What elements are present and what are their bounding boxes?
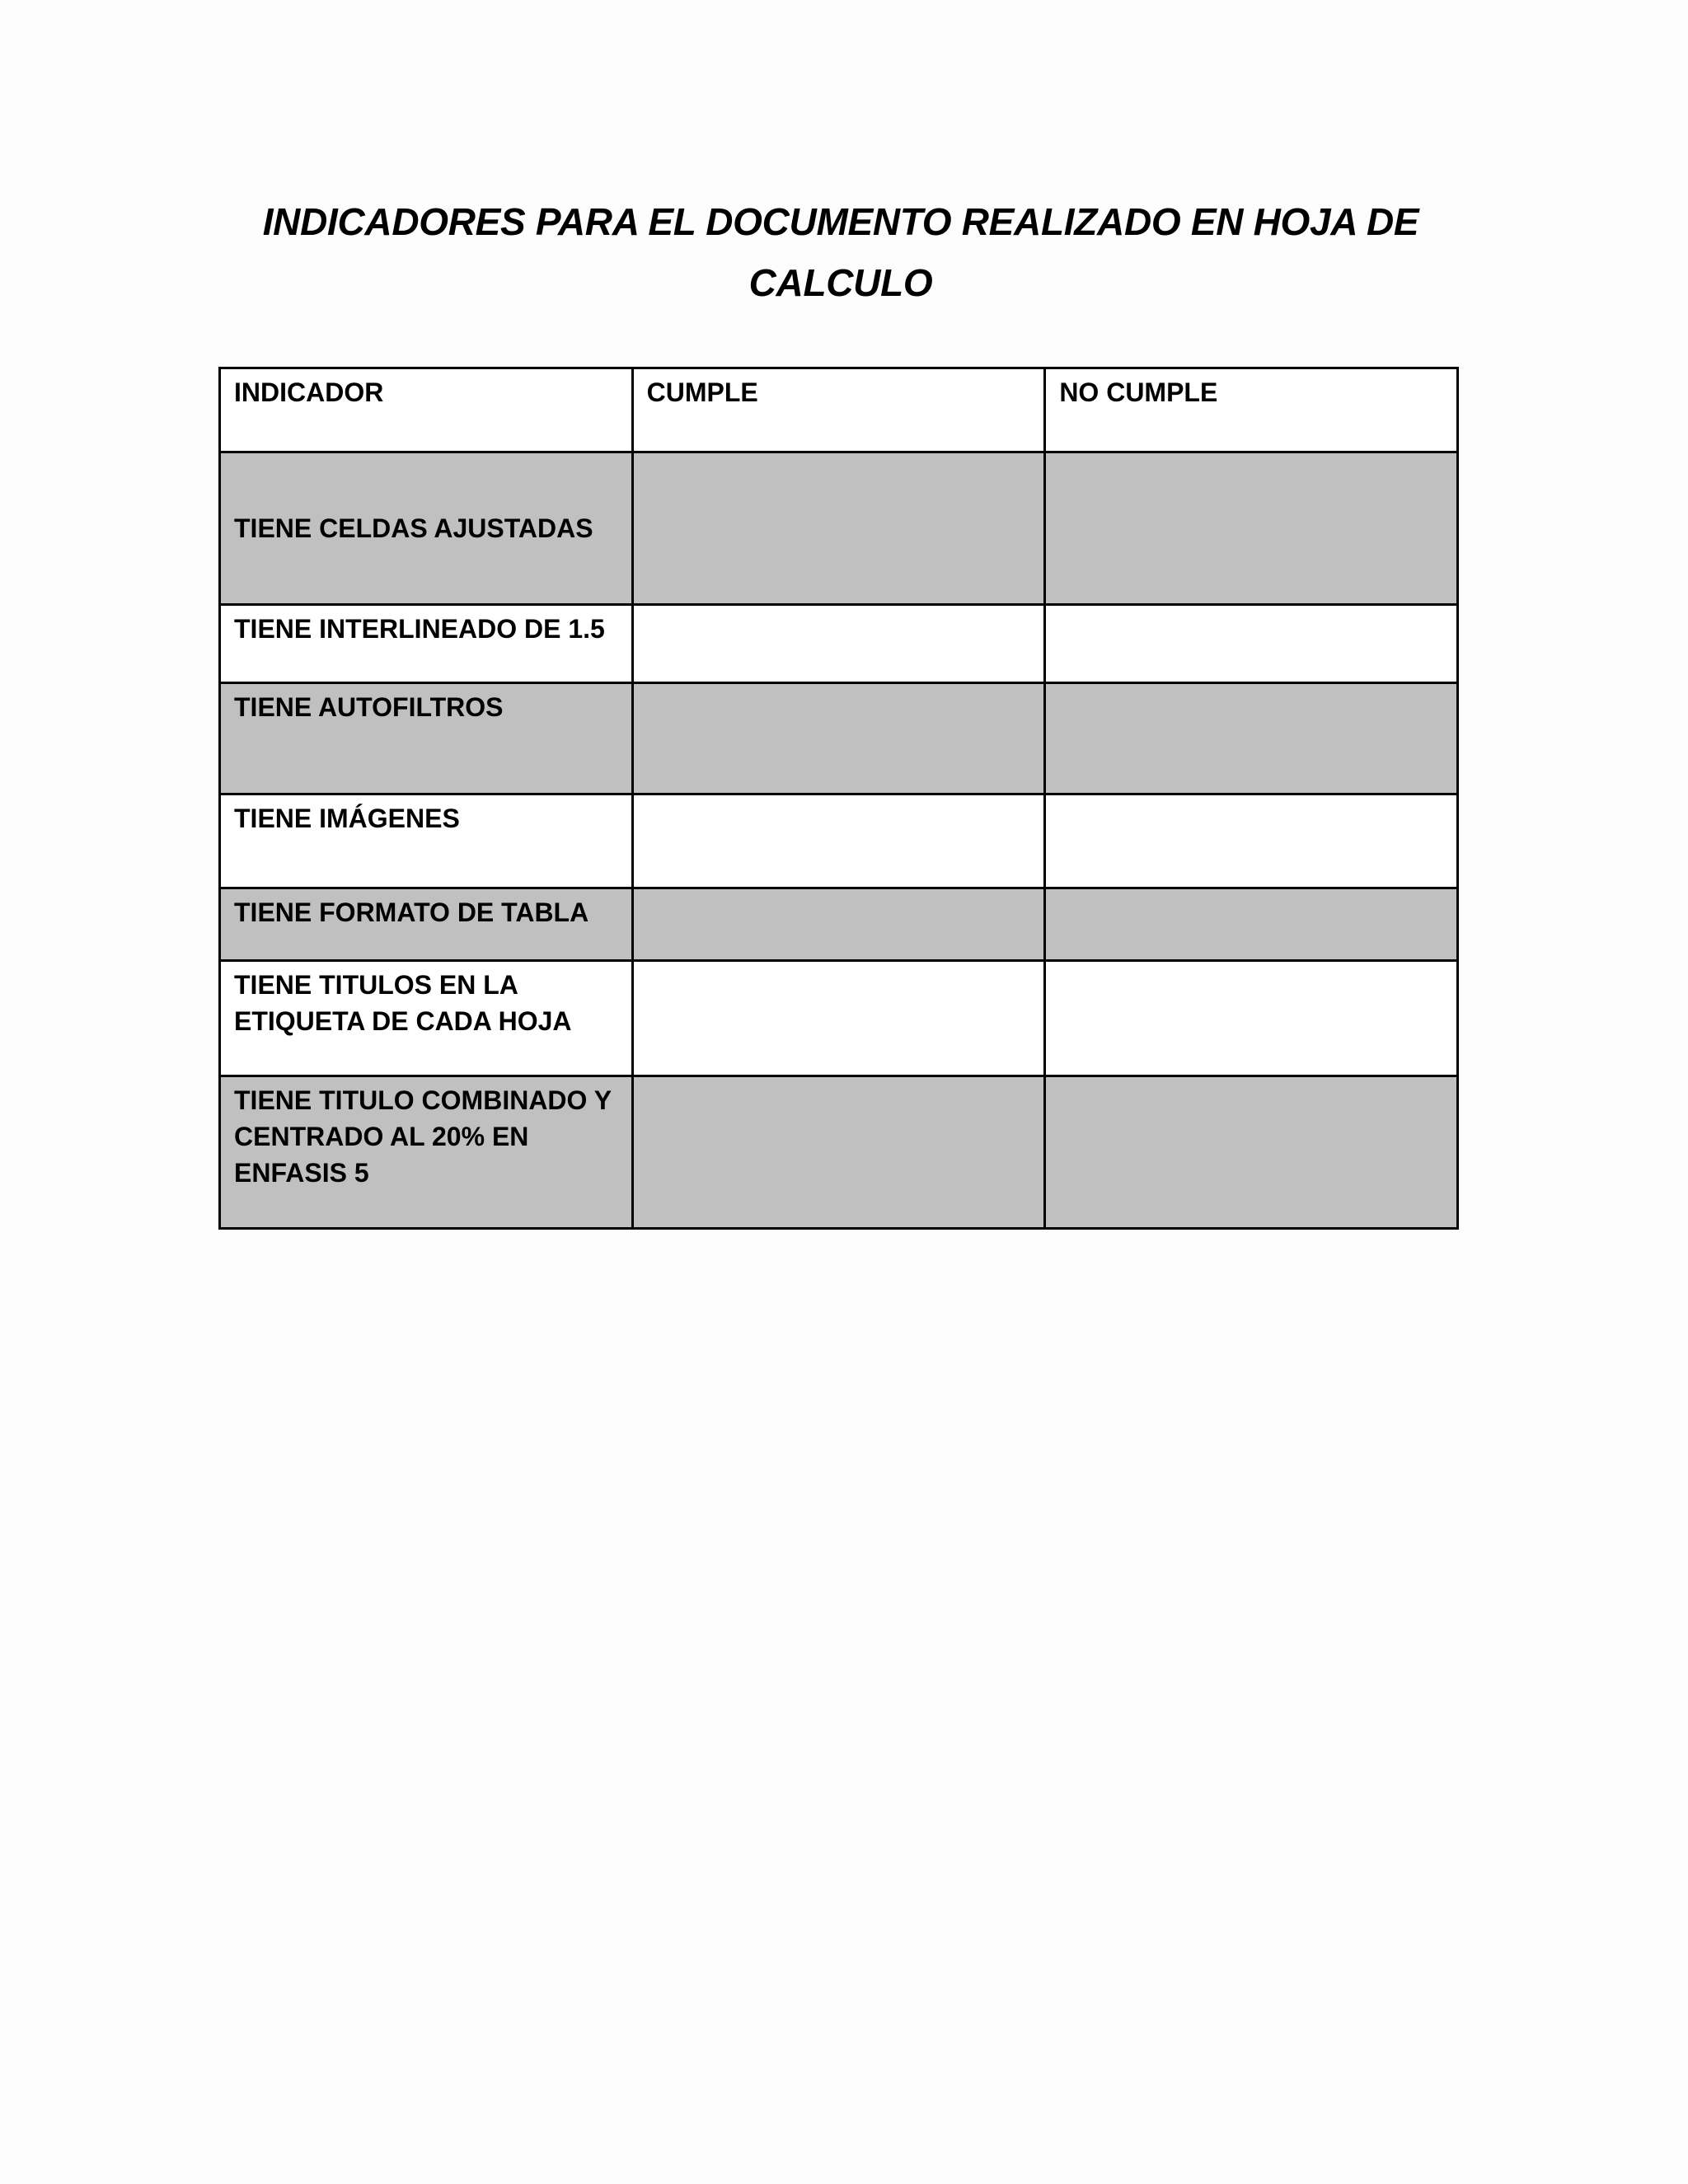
- indicator-cell: TIENE TITULOS EN LA ETIQUETA DE CADA HOJA: [220, 961, 633, 1076]
- indicator-cell: TIENE TITULO COMBINADO Y CENTRADO AL 20% EN ENFASIS 5: [220, 1076, 633, 1229]
- no-cumple-cell[interactable]: [1045, 794, 1458, 888]
- cumple-cell[interactable]: [632, 961, 1045, 1076]
- table-row: [220, 1076, 1458, 1229]
- table-row: [220, 888, 1458, 961]
- header-no-cumple: NO CUMPLE: [1045, 368, 1458, 452]
- indicator-cell: TIENE CELDAS AJUSTADAS: [220, 452, 633, 605]
- document-title-line-1: INDICADORES PARA EL DOCUMENTO REALIZADO EN HOJA DE: [262, 200, 1419, 243]
- header-indicador: INDICADOR: [220, 368, 633, 452]
- document-title-line-2: CALCULO: [748, 261, 933, 304]
- table-row: [220, 794, 1458, 888]
- header-cumple: CUMPLE: [632, 368, 1045, 452]
- indicator-cell: TIENE INTERLINEADO DE 1.5: [220, 605, 633, 683]
- indicator-cell: TIENE IMÁGENES: [220, 794, 633, 888]
- indicator-cell: TIENE AUTOFILTROS: [220, 683, 633, 794]
- indicators-table: [218, 367, 1459, 1230]
- cumple-cell[interactable]: [632, 605, 1045, 683]
- no-cumple-cell[interactable]: [1045, 1076, 1458, 1229]
- table-header-row: [220, 368, 1458, 452]
- table-row: [220, 683, 1458, 794]
- indicator-cell: TIENE FORMATO DE TABLA: [220, 888, 633, 961]
- table-row: [220, 605, 1458, 683]
- no-cumple-cell[interactable]: [1045, 452, 1458, 605]
- no-cumple-cell[interactable]: [1045, 961, 1458, 1076]
- cumple-cell[interactable]: [632, 794, 1045, 888]
- cumple-cell[interactable]: [632, 683, 1045, 794]
- table-row: [220, 452, 1458, 605]
- no-cumple-cell[interactable]: [1045, 888, 1458, 961]
- table-row: [220, 961, 1458, 1076]
- cumple-cell[interactable]: [632, 452, 1045, 605]
- cumple-cell[interactable]: [632, 1076, 1045, 1229]
- cumple-cell[interactable]: [632, 888, 1045, 961]
- no-cumple-cell[interactable]: [1045, 683, 1458, 794]
- document-title: [214, 191, 1467, 313]
- no-cumple-cell[interactable]: [1045, 605, 1458, 683]
